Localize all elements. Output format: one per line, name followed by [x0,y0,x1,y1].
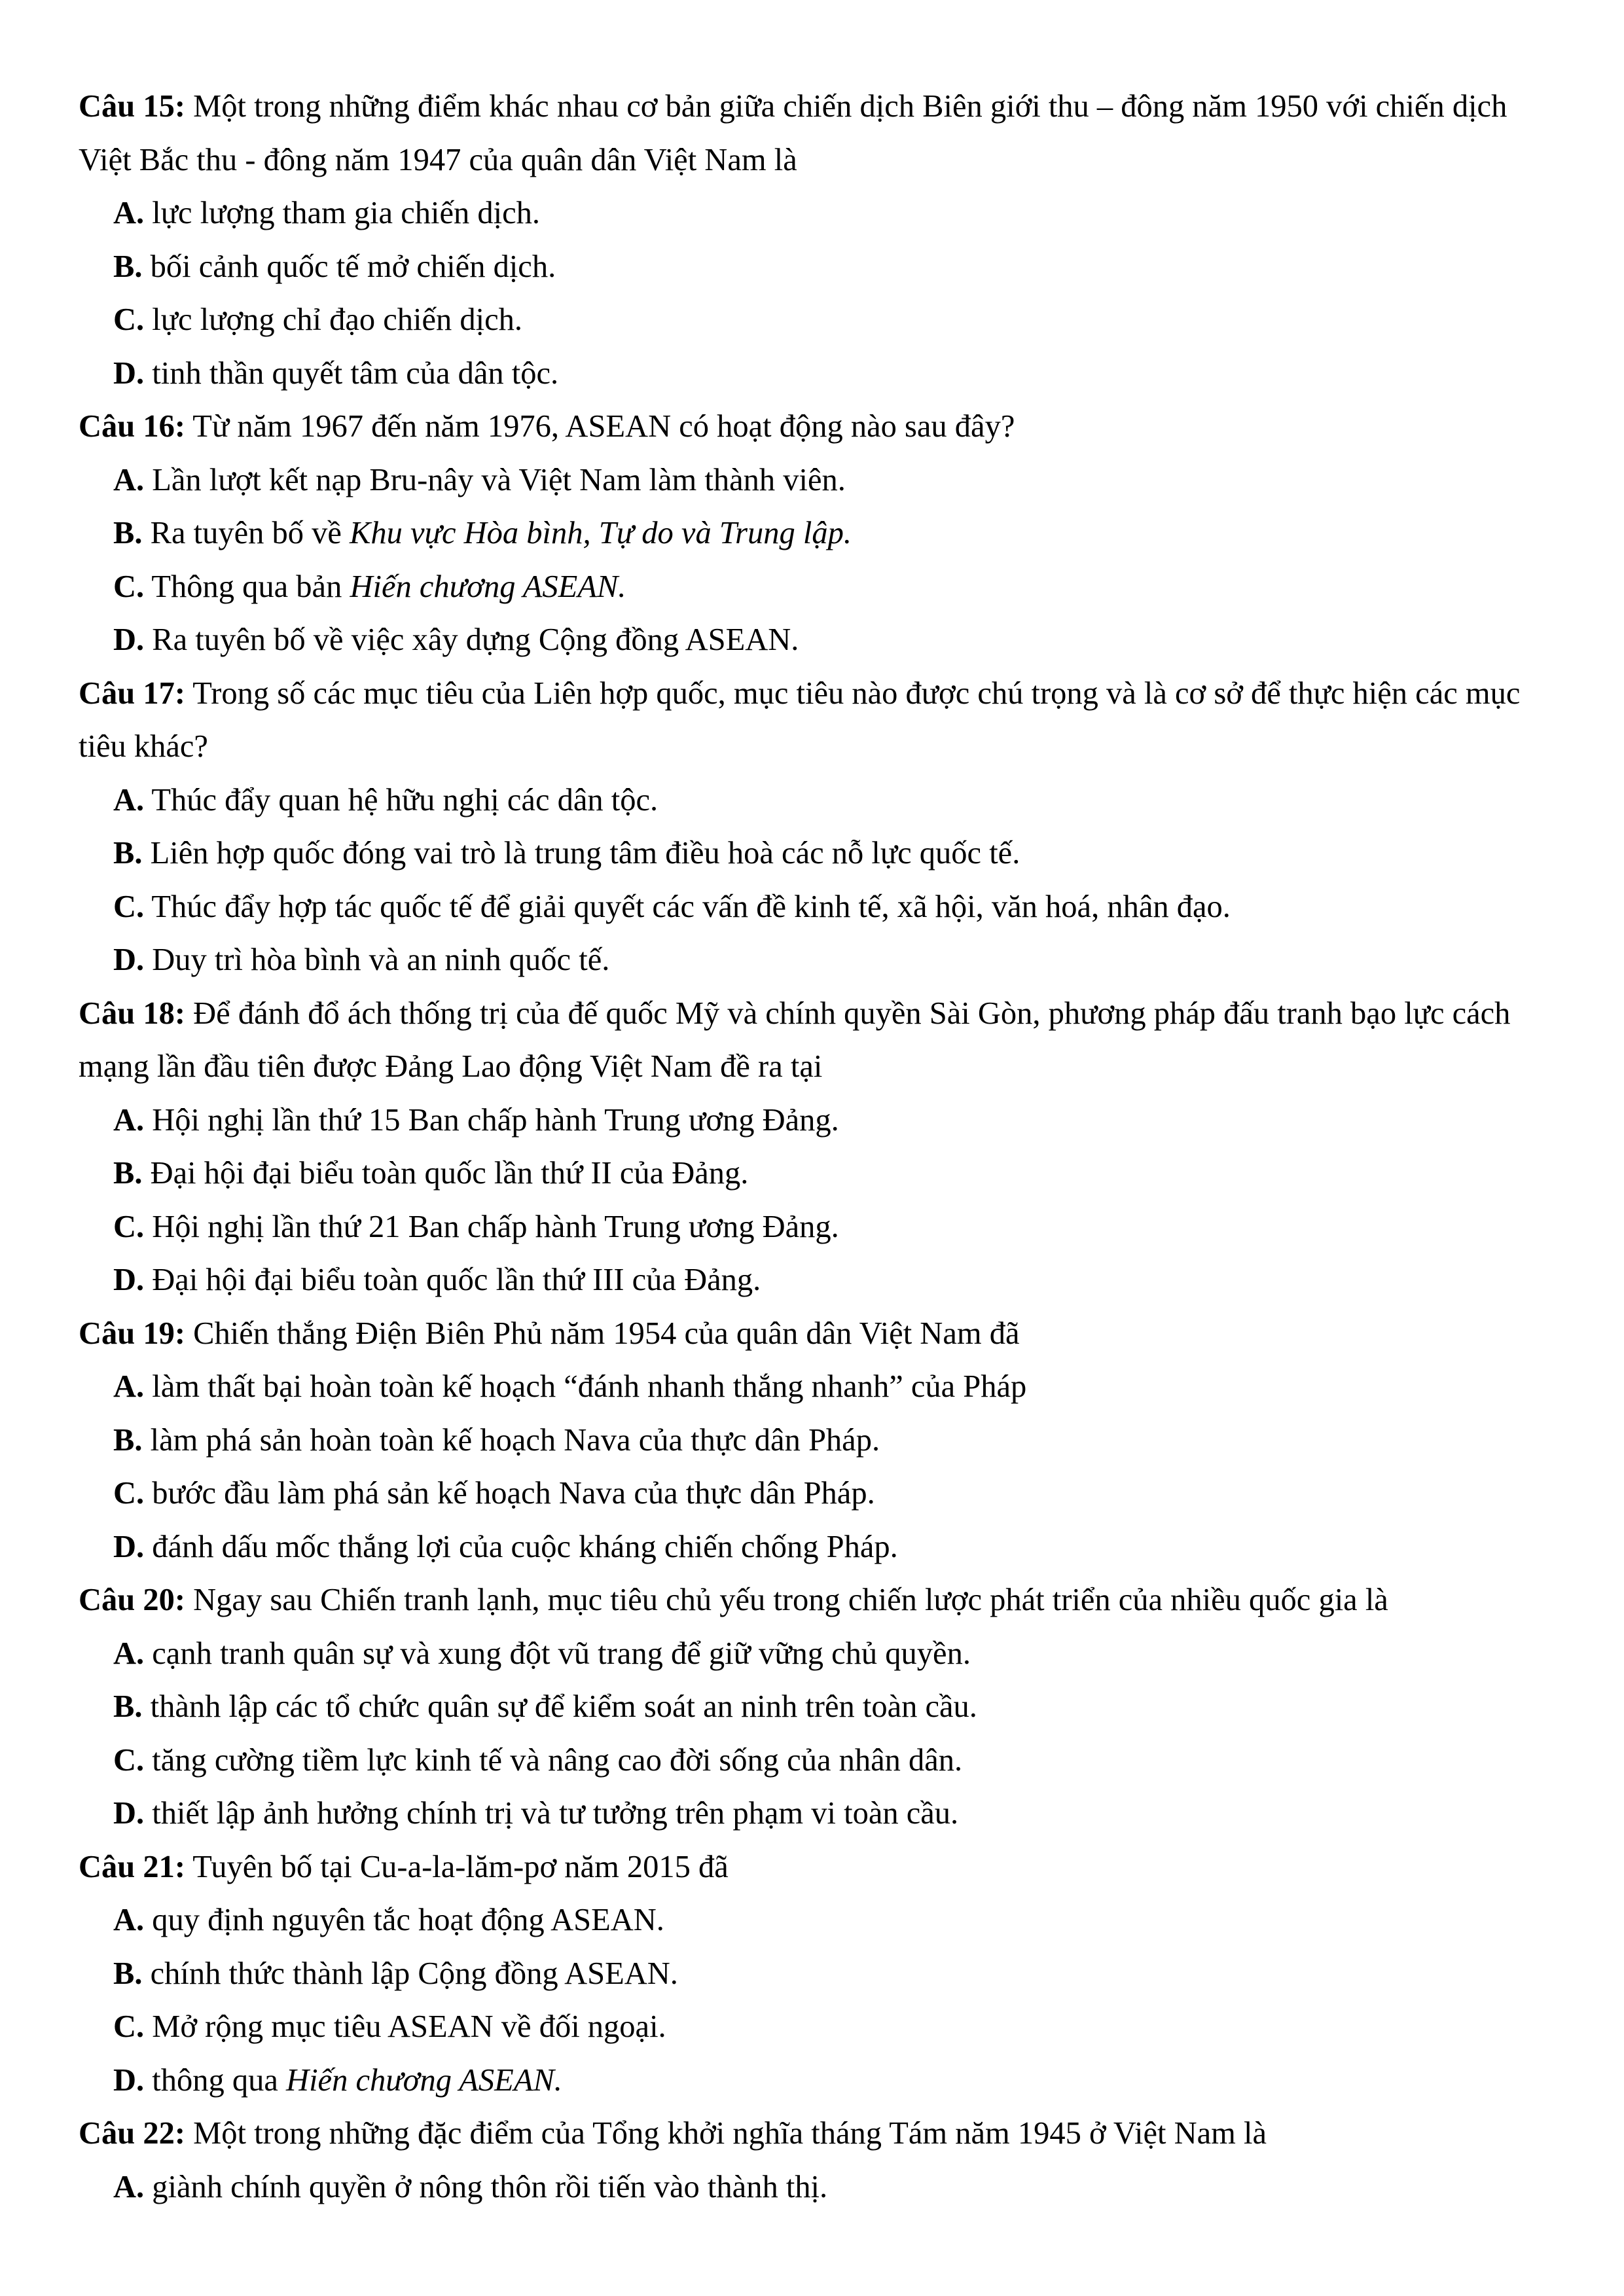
option-label: C. [113,1209,145,1244]
option-text: quy định nguyên tắc hoạt động ASEAN. [144,1903,664,1937]
answer-option [79,613,1545,667]
option-text: Khu vực Hòa bình, Tự do và Trung lập. [350,516,852,550]
option-text: Hội nghị lần thứ 21 Ban chấp hành Trung ương Đảng. [144,1209,839,1244]
option-text: Duy trì hòa bình và an ninh quốc tế. [144,942,610,977]
option-text: cạnh tranh quân sự và xung đột vũ trang để giữ vững chủ quyền. [144,1636,971,1671]
option-label: C. [113,2009,145,2044]
option-text: Ra tuyên bố về [142,516,350,550]
option-text: làm phá sản hoàn toàn kế hoạch Nava của thực dân Pháp. [142,1422,880,1458]
question [79,987,1545,1307]
option-label: A. [113,196,145,230]
answer-option [79,1414,1545,1467]
option-label: D. [113,1263,145,1297]
option-text: Lần lượt kết nạp Bru-nây và Việt Nam làm thành viên. [144,462,846,497]
question-stem [79,667,1545,774]
option-label: C. [113,889,145,924]
option-label: A. [113,782,145,817]
answer-option [79,1893,1545,1947]
answer-option [79,933,1545,987]
option-label: C. [113,1476,145,1511]
answer-option [79,2161,1545,2214]
answer-options [79,1360,1545,1573]
question [79,1573,1545,1840]
option-text: lực lượng tham gia chiến dịch. [144,196,540,230]
answer-option [79,2000,1545,2054]
question-text: Một trong những đặc điểm của Tổng khởi nghĩa tháng Tám năm 1945 ở Việt Nam là [185,2116,1267,2151]
option-label: B. [113,1956,143,1991]
answer-option [79,1253,1545,1307]
question [79,400,1545,667]
question-list [79,80,1545,2214]
answer-option [79,1680,1545,1734]
question-stem [79,80,1545,187]
option-text: thành lập các tổ chức quân sự để kiểm soát an ninh trên toàn cầu. [142,1689,977,1724]
option-text: Thông qua bản [144,569,350,604]
answer-option [79,1627,1545,1681]
question-text: Tuyên bố tại Cu-a-la-lăm-pơ năm 2015 đã [185,1849,729,1884]
answer-option [79,293,1545,347]
question-stem [79,400,1545,454]
answer-option [79,187,1545,240]
question-label: Câu 15: [79,89,186,124]
option-text: Hiến chương ASEAN. [286,2062,562,2098]
answer-option [79,240,1545,294]
answer-option [79,1947,1545,2001]
option-text: Liên hợp quốc đóng vai trò là trung tâm điều hoà các nỗ lực quốc tế. [142,836,1020,870]
option-text: Đại hội đại biểu toàn quốc lần thứ III của Đảng. [144,1263,761,1297]
answer-option [79,560,1545,614]
answer-options [79,454,1545,667]
option-label: D. [113,355,145,391]
question [79,2107,1545,2214]
question-stem [79,1840,1545,1894]
option-text: chính thức thành lập Cộng đồng ASEAN. [142,1956,678,1991]
answer-options [79,1627,1545,1840]
option-text: Mở rộng mục tiêu ASEAN về đối ngoại. [144,2009,666,2044]
question-text: Từ năm 1967 đến năm 1976, ASEAN có hoạt động nào sau đây? [185,409,1015,444]
option-text: bối cảnh quốc tế mở chiến dịch. [142,249,556,284]
option-text: đánh dấu mốc thắng lợi của cuộc kháng chiến chống Pháp. [144,1529,898,1564]
option-label: A. [113,462,145,497]
option-label: B. [113,516,143,550]
answer-option [79,1360,1545,1414]
answer-options [79,187,1545,400]
option-label: D. [113,622,145,657]
question-stem [79,2107,1545,2161]
option-text: Thúc đẩy quan hệ hữu nghị các dân tộc. [144,782,659,817]
question-label: Câu 22: [79,2116,186,2151]
answer-options [79,1893,1545,2107]
option-text: tăng cường tiềm lực kinh tế và nâng cao đời sống của nhân dân. [144,1742,963,1778]
option-text: lực lượng chỉ đạo chiến dịch. [144,302,523,337]
option-label: D. [113,942,145,977]
option-text: Thúc đẩy hợp tác quốc tế để giải quyết các vấn đề kinh tế, xã hội, văn hoá, nhân đạo. [144,889,1231,924]
answer-option [79,1094,1545,1147]
option-label: A. [113,2169,145,2204]
option-label: A. [113,1636,145,1671]
question [79,667,1545,987]
option-text: Hội nghị lần thứ 15 Ban chấp hành Trung ương Đảng. [144,1102,839,1138]
answer-option [79,1200,1545,1254]
option-label: B. [113,249,143,284]
answer-option [79,2054,1545,2108]
question-stem [79,1573,1545,1627]
option-text: Hiến chương ASEAN. [350,569,626,604]
question-text: Trong số các mục tiêu của Liên hợp quốc, mục tiêu nào được chú trọng và là cơ sở để thực hiện các mục tiêu khác? [79,675,1521,764]
question-text: Để đánh đổ ách thống trị của đế quốc Mỹ và chính quyền Sài Gòn, phương pháp đấu tranh bạo lực cách mạng lần đầu tiên được Đảng Lao động Việt Nam đề ra tại [79,996,1511,1084]
question-text: Một trong những điểm khác nhau cơ bản giữa chiến dịch Biên giới thu – đông năm 1950 với chiến dịch Việt Bắc thu - đông năm 1947 của quân dân Việt Nam là [79,89,1507,177]
answer-option [79,1734,1545,1787]
question-label: Câu 17: [79,675,186,711]
answer-option [79,347,1545,401]
option-label: B. [113,1156,143,1191]
option-label: A. [113,1903,145,1937]
answer-option [79,1520,1545,1574]
option-text: tinh thần quyết tâm của dân tộc. [144,355,559,391]
option-text: làm thất bại hoàn toàn kế hoạch “đánh nhanh thắng nhanh” của Pháp [144,1369,1027,1404]
option-label: D. [113,1796,145,1831]
question-label: Câu 21: [79,1849,186,1884]
question [79,1840,1545,2108]
answer-option [79,827,1545,880]
question-label: Câu 18: [79,996,186,1031]
option-text: thông qua [144,2062,287,2098]
option-label: C. [113,302,145,337]
option-label: C. [113,569,145,604]
answer-option [79,507,1545,560]
question-text: Ngay sau Chiến tranh lạnh, mục tiêu chủ yếu trong chiến lược phát triển của nhiều quốc gia là [185,1583,1388,1617]
question-label: Câu 20: [79,1583,186,1617]
option-label: D. [113,1529,145,1564]
question [79,1307,1545,1574]
question [79,80,1545,400]
question-text: Chiến thắng Điện Biên Phủ năm 1954 của quân dân Việt Nam đã [185,1316,1020,1351]
option-label: A. [113,1102,145,1138]
answer-options [79,2161,1545,2214]
option-label: C. [113,1742,145,1778]
option-text: Ra tuyên bố về việc xây dựng Cộng đồng ASEAN. [144,622,799,657]
question-label: Câu 19: [79,1316,186,1351]
option-text: thiết lập ảnh hưởng chính trị và tư tưởng trên phạm vi toàn cầu. [144,1796,959,1831]
answer-options [79,774,1545,987]
option-label: B. [113,1689,143,1724]
option-label: B. [113,1422,143,1458]
answer-option [79,1787,1545,1840]
question-stem [79,1307,1545,1361]
answer-option [79,454,1545,507]
option-text: giành chính quyền ở nông thôn rồi tiến vào thành thị. [144,2169,828,2204]
answer-option [79,1467,1545,1520]
option-text: Đại hội đại biểu toàn quốc lần thứ II của Đảng. [142,1156,749,1191]
question-label: Câu 16: [79,409,186,444]
option-text: bước đầu làm phá sản kế hoạch Nava của thực dân Pháp. [144,1476,875,1511]
option-label: D. [113,2062,145,2098]
option-label: A. [113,1369,145,1404]
answer-option [79,880,1545,934]
answer-option [79,1147,1545,1200]
option-label: B. [113,836,143,870]
answer-option [79,774,1545,827]
answer-options [79,1094,1545,1307]
question-stem [79,987,1545,1094]
